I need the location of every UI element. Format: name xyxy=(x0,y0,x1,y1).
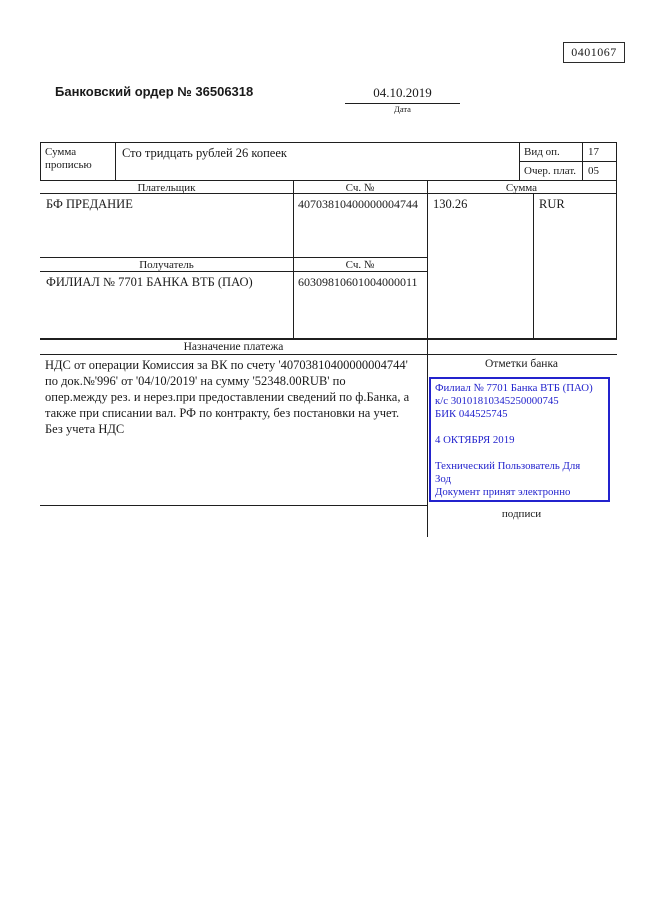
stamp-spacer xyxy=(435,447,604,460)
payer-row-bottom xyxy=(40,257,427,258)
date-label: Дата xyxy=(394,104,411,114)
table-border-left xyxy=(40,142,41,180)
purpose-line: НДС от операции Комиссия за ВК по счету '40703810400000004744' xyxy=(45,358,408,372)
table-border-right xyxy=(616,142,617,338)
stamp-bik: БИК 044525745 xyxy=(435,408,508,420)
amount-column-header: Сумма xyxy=(505,182,538,194)
purpose-line: Без учета НДС xyxy=(45,422,125,436)
signatures-label: подписи xyxy=(501,508,542,520)
bank-marks-header: Отметки банка xyxy=(485,358,558,370)
amount-words-label-line2: прописью xyxy=(45,158,92,171)
payment-priority-value: 05 xyxy=(588,165,599,177)
table-border-top xyxy=(40,142,617,143)
stamp-corr-account: к/с 30101810345250000745 xyxy=(435,395,559,407)
payer-section-header: Плательщик xyxy=(137,182,196,194)
purpose-text xyxy=(45,357,430,437)
purpose-section-header: Назначение платежа xyxy=(183,341,284,353)
stamp-operator-line2: Зод xyxy=(435,473,451,485)
signature-line xyxy=(40,505,427,506)
stamp-accepted-note: Документ принят электронно xyxy=(435,486,571,498)
payee-account-header: Сч. № xyxy=(345,259,375,271)
amount-value: 130.26 xyxy=(433,197,468,211)
purpose-header-bottom xyxy=(40,354,617,355)
op-type-label: Вид оп. xyxy=(524,146,560,158)
payer-account-header: Сч. № xyxy=(345,182,375,194)
amount-words-label xyxy=(45,146,92,171)
stamp-bank-name: Филиал № 7701 Банка ВТБ (ПАО) xyxy=(435,382,593,394)
payee-section-bottom xyxy=(40,338,617,340)
op-type-row-divider xyxy=(519,161,617,162)
payee-section-header: Получатель xyxy=(139,259,194,271)
payer-account: 40703810400000004744 xyxy=(298,197,418,211)
document-title: Банковский ордер № 36506318 xyxy=(55,84,254,99)
date-value: 04.10.2019 xyxy=(345,85,460,104)
op-type-box-left xyxy=(519,142,520,180)
amount-in-words: Сто тридцать рублей 26 копеек xyxy=(122,146,287,160)
form-code: 0401067 xyxy=(571,45,617,59)
payee-name: ФИЛИАЛ № 7701 БАНКА ВТБ (ПАО) xyxy=(46,275,253,289)
stamp-spacer xyxy=(435,421,604,434)
stamp-operator-line1: Технический Пользователь Для xyxy=(435,460,581,472)
op-type-value-divider xyxy=(582,142,583,180)
payer-name: БФ ПРЕДАНИЕ xyxy=(46,197,133,211)
form-code-box xyxy=(563,42,625,63)
purpose-line: также при списании вал. РФ по контракту, без постановки на учет. xyxy=(45,406,400,420)
payee-account: 60309810601004000011 xyxy=(298,275,418,289)
amount-words-label-line1: Сумма xyxy=(45,146,77,158)
amount-words-row-bottom xyxy=(40,180,617,181)
stamp-date: 4 ОКТЯБРЯ 2019 xyxy=(435,434,515,446)
payment-priority-label: Очер. плат. xyxy=(524,165,577,177)
purpose-line: по док.№'996' от '04/10/2019' на сумму '52348.00RUB' по xyxy=(45,374,346,388)
purpose-line: опер.между рез. и нерез.при предоставлении сведений по ф.Банка, а xyxy=(45,390,410,404)
bank-stamp xyxy=(429,377,610,502)
op-type-value: 17 xyxy=(588,146,599,158)
amount-words-label-divider xyxy=(115,142,116,180)
amount-currency-divider xyxy=(533,193,534,338)
currency-value: RUR xyxy=(539,197,565,211)
